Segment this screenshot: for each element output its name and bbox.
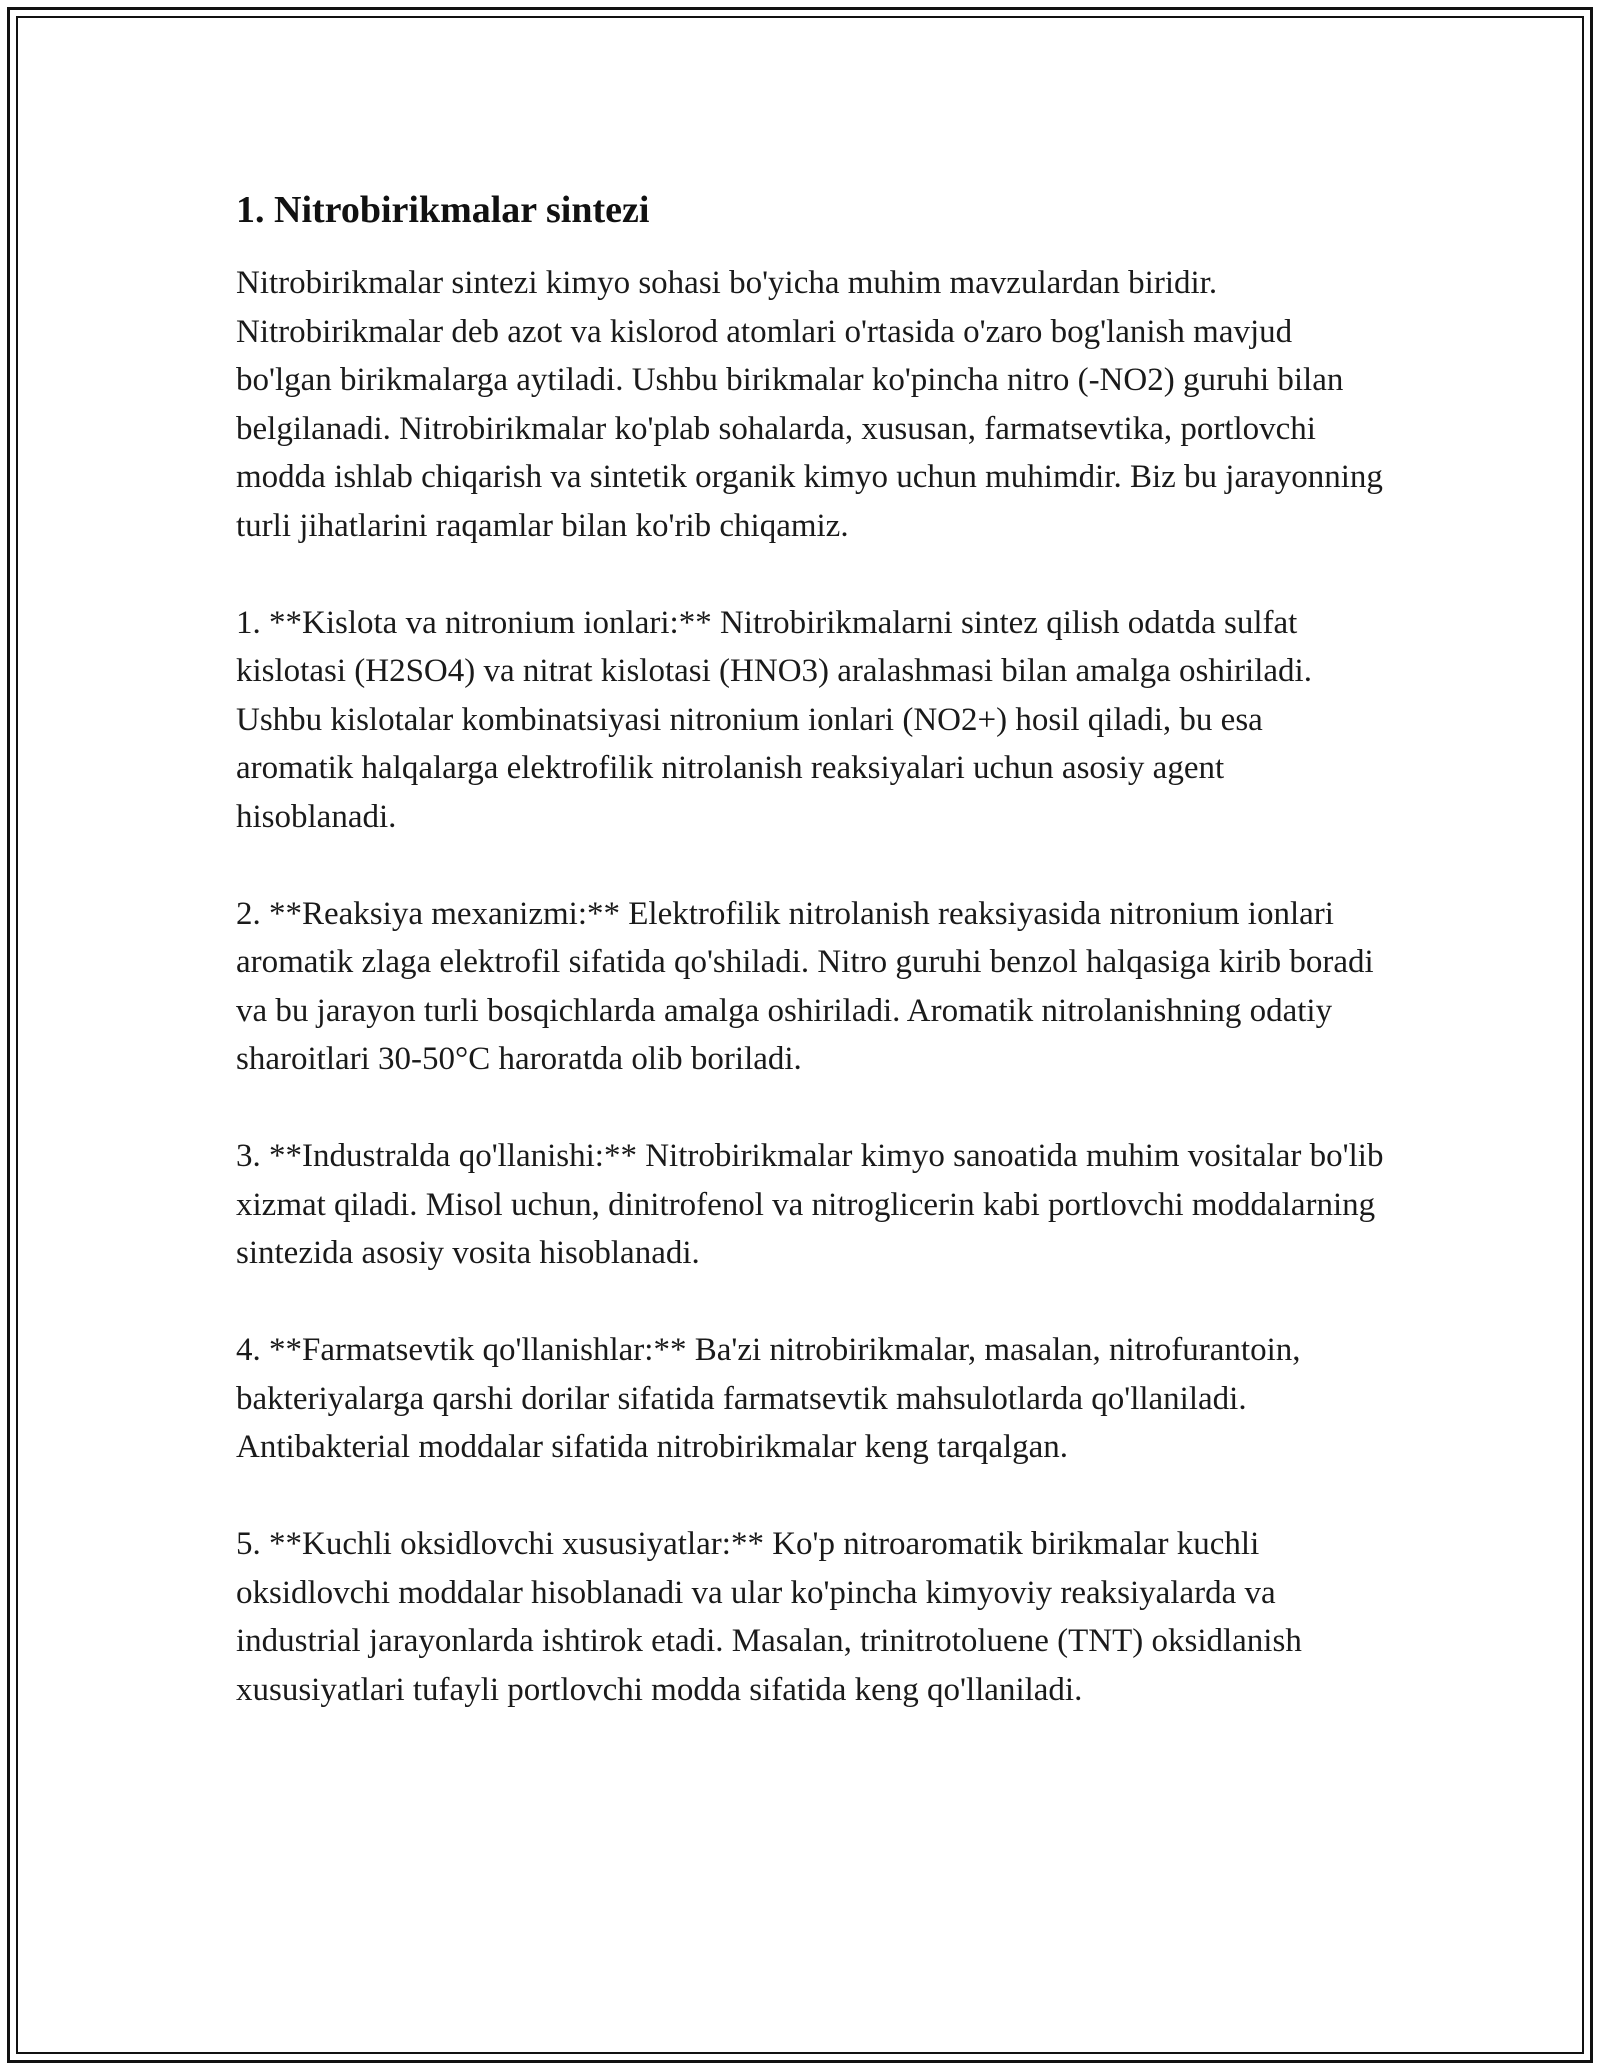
list-item-reaction-mechanism: 2. **Reaksiya mexanizmi:** Elektrofilik nitrolanish reaksiyasida nitronium ionlari aromatik zlaga elektrofil sifatida qo'shiladi. Nitro guruhi benzol halqasiga kirib boradi va bu jarayon turli bosqichlarda amalga oshiriladi. Aromatik nitrolanishning odatiy sharoitlari 30-50°C haroratda olib boriladi. <box>236 895 1374 1077</box>
document-body <box>236 187 1384 1714</box>
section-title: 1. Nitrobirikmalar sintezi <box>236 189 650 231</box>
list-item-oxidizing-properties: 5. **Kuchli oksidlovchi xususiyatlar:** Ko'p nitroaromatik birikmalar kuchli oksidlovchi moddalar hisoblanadi va ular ko'pincha kimyoviy reaksiyalarda va industrial jarayonlarda ishtirok etadi. Masalan, trinitrotoluene (TNT) oksidlanish xususiyatlari tufayli portlovchi modda sifatida keng qo'llaniladi. <box>236 1526 1302 1708</box>
intro-paragraph: Nitrobirikmalar sintezi kimyo sohasi bo'yicha muhim mavzulardan biridir. Nitrobirikmalar deb azot va kislorod atomlari o'rtasida o'zaro bog'lanish mavjud bo'lgan birikmalarga aytiladi. Ushbu birikmalar ko'pincha nitro (-NO2) guruhi bilan belgilanadi. Nitrobirikmalar ko'plab sohalarda, xususan, farmatsevtika, portlovchi modda ishlab chiqarish va sintetik organik kimyo uchun muhimdir. Biz bu jarayonning turli jihatlarini raqamlar bilan ko'rib chiqamiz. <box>236 265 1383 544</box>
list-item-pharmaceutical-use: 4. **Farmatsevtik qo'llanishlar:** Ba'zi nitrobirikmalar, masalan, nitrofurantoin, bakteriyalarga qarshi dorilar sifatida farmatsevtik mahsulotlarda qo'llaniladi. Antibakterial moddalar sifatida nitrobirikmalar keng tarqalgan. <box>236 1332 1301 1465</box>
list-item-industrial-use: 3. **Industralda qo'llanishi:** Nitrobirikmalar kimyo sanoatida muhim vositalar bo'lib xizmat qiladi. Misol uchun, dinitrofenol va nitroglicerin kabi portlovchi moddalarning sintezida asosiy vosita hisoblanadi. <box>236 1138 1384 1271</box>
list-item-acids-nitronium: 1. **Kislota va nitronium ionlari:** Nitrobirikmalarni sintez qilish odatda sulfat kislotasi (H2SO4) va nitrat kislotasi (HNO3) aralashmasi bilan amalga oshiriladi. Ushbu kislotalar kombinatsiyasi nitronium ionlari (NO2+) hosil qiladi, bu esa aromatik halqalarga elektrofilik nitrolanish reaksiyalari uchun asosiy agent hisoblanadi. <box>236 604 1312 835</box>
